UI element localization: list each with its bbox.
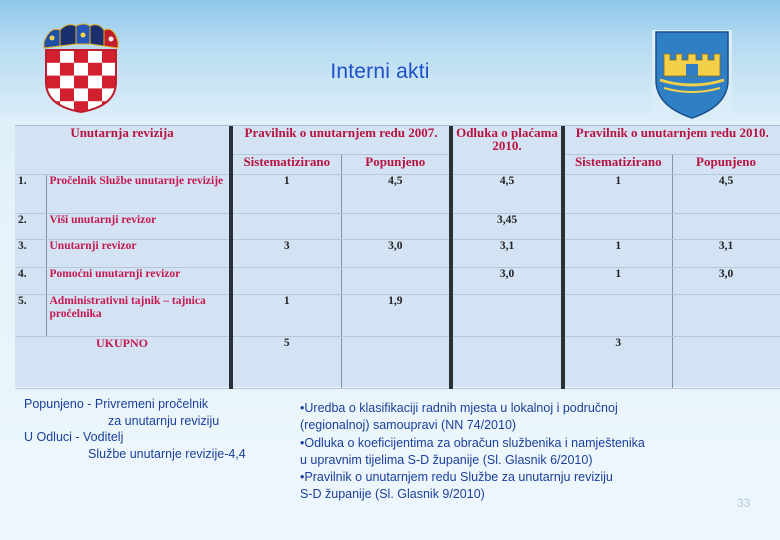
table-total-row [15, 336, 780, 388]
cell-sistematizirano-2007: 1 [231, 174, 341, 213]
croatian-coat-of-arms-icon [40, 20, 122, 114]
subheader-sistematizirano-2007: Sistematizirano [231, 154, 341, 174]
reference-line: (regionalnoj) samoupravi (NN 74/2010) [300, 418, 517, 433]
row-position: Viši unutarnji revizor [46, 213, 231, 239]
footnote-left [24, 396, 284, 462]
footnote-line: Popunjeno - Privremeni pročelnik [24, 397, 209, 411]
total-popunjeno-2007 [341, 336, 451, 388]
cell-sistematizirano-2010: 1 [563, 239, 672, 267]
cell-popunjeno-2010: 4,5 [672, 174, 780, 213]
cell-odluka: 3,1 [451, 239, 563, 267]
row-position: Pročelnik Službe unutarnje revizije [46, 174, 231, 213]
cell-popunjeno-2007: 1,9 [341, 294, 451, 336]
cell-sistematizirano-2010 [563, 294, 672, 336]
reference-line: S-D županije (Sl. Glasnik 9/2010) [300, 487, 485, 502]
subheader-popunjeno-2010: Popunjeno [672, 154, 780, 174]
table-row [15, 267, 780, 294]
header-act-odluka: Odluka o plaćama 2010. [451, 126, 563, 174]
table-header-row [15, 126, 780, 154]
total-sistematizirano-2010: 3 [563, 336, 672, 388]
reference-line: •Uredba o klasifikaciji radnih mjesta u lokalnoj i područnoj [300, 401, 618, 415]
cell-popunjeno-2010: 3,0 [672, 267, 780, 294]
cell-popunjeno-2007: 4,5 [341, 174, 451, 213]
row-number: 3. [15, 239, 46, 267]
total-odluka [451, 336, 563, 388]
row-position: Unutarnji revizor [46, 239, 231, 267]
row-number: 5. [15, 294, 46, 336]
legal-references [300, 400, 730, 504]
cell-sistematizirano-2007: 1 [231, 294, 341, 336]
cell-popunjeno-2010 [672, 294, 780, 336]
cell-sistematizirano-2007 [231, 213, 341, 239]
cell-popunjeno-2010 [672, 213, 780, 239]
footnote-line: za unutarnju reviziju [108, 413, 220, 428]
cell-sistematizirano-2010: 1 [563, 267, 672, 294]
header-act-2010: Pravilnik o unutarnjem redu 2010. [563, 126, 780, 154]
subheader-popunjeno-2007: Popunjeno [341, 154, 451, 174]
header-act-2007: Pravilnik o unutarnjem redu 2007. [231, 126, 451, 154]
footnote-line: Službe unutarnje revizije-4,4 [88, 446, 246, 461]
cell-sistematizirano-2007 [231, 267, 341, 294]
table-row [15, 213, 780, 239]
row-number: 2. [15, 213, 46, 239]
table-row [15, 294, 780, 336]
table-row [15, 239, 780, 267]
total-sistematizirano-2007: 5 [231, 336, 341, 388]
page-number: 33 [737, 496, 751, 510]
cell-popunjeno-2010: 3,1 [672, 239, 780, 267]
cell-odluka: 4,5 [451, 174, 563, 213]
reference-line: •Odluka o koeficijentima za obračun službenika i namještenika [300, 435, 645, 450]
internal-acts-table [15, 126, 780, 389]
cell-popunjeno-2007: 3,0 [341, 239, 451, 267]
cell-popunjeno-2007 [341, 267, 451, 294]
cell-popunjeno-2007 [341, 213, 451, 239]
cell-sistematizirano-2010 [563, 213, 672, 239]
total-popunjeno-2010 [672, 336, 780, 388]
total-label: UKUPNO [15, 336, 231, 388]
cell-odluka [451, 294, 563, 336]
footnote-line: U Odluci - Voditelj [24, 430, 124, 444]
row-number: 1. [15, 174, 46, 213]
reference-line: •Pravilnik o unutarnjem redu Službe za unutarnju reviziju [300, 470, 613, 485]
table-row [15, 174, 780, 213]
county-coat-of-arms-icon [650, 28, 734, 120]
slide-title: Interni akti [330, 60, 430, 83]
row-position: Administrativni tajnik – tajnica pročelnika [46, 294, 231, 336]
cell-odluka: 3,0 [451, 267, 563, 294]
row-position: Pomoćni unutarnji revizor [46, 267, 231, 294]
cell-sistematizirano-2010: 1 [563, 174, 672, 213]
header-section: Unutarnja revizija [15, 126, 231, 174]
subheader-sistematizirano-2010: Sistematizirano [563, 154, 672, 174]
reference-line: u upravnim tijelima S-D županije (Sl. Glasnik 6/2010) [300, 452, 593, 467]
cell-sistematizirano-2007: 3 [231, 239, 341, 267]
internal-acts-table-container [15, 125, 780, 387]
cell-odluka: 3,45 [451, 213, 563, 239]
row-number: 4. [15, 267, 46, 294]
